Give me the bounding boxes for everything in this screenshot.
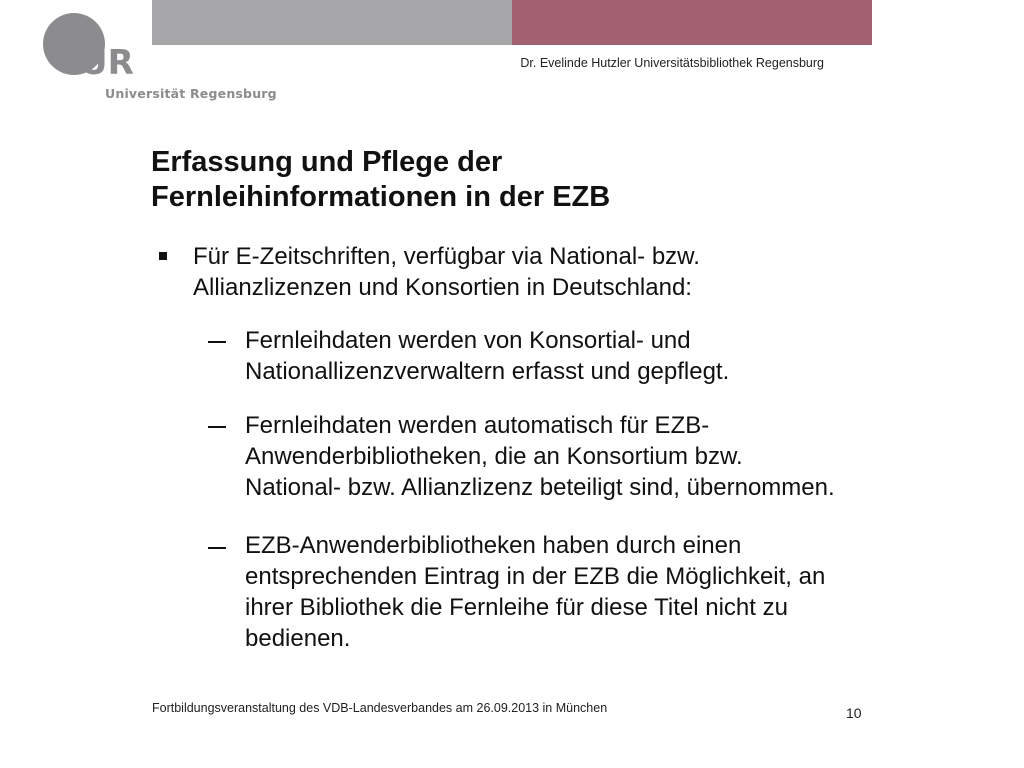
- sub-bullet-line: Fernleihdaten werden automatisch für EZB-: [245, 412, 710, 439]
- sub-bullet-3: [245, 530, 965, 654]
- dash-bullet-icon: [208, 547, 226, 549]
- sub-bullet-2: [245, 410, 965, 503]
- university-logo: [40, 10, 277, 105]
- logo-university-name: Universität Regensburg: [105, 86, 277, 101]
- sub-bullet-line: EZB-Anwenderbibliotheken haben durch einen: [245, 532, 742, 559]
- title-line: Fernleihinformationen in der EZB: [151, 181, 611, 213]
- slide-title: [151, 145, 851, 215]
- sub-bullet-1: [245, 325, 965, 387]
- dash-bullet-icon: [208, 341, 226, 343]
- title-line: Erfassung und Pflege der: [151, 146, 503, 178]
- sub-bullet-line: Nationallizenzverwaltern erfasst und gepflegt.: [245, 358, 730, 385]
- sub-bullet-line: entsprechenden Eintrag in der EZB die Möglichkeit, an: [245, 563, 826, 590]
- author-line: Dr. Evelinde Hutzler Universitätsbibliothek Regensburg: [520, 56, 824, 70]
- ur-logo-icon: [40, 10, 140, 80]
- logo-letters: UR: [80, 43, 134, 80]
- main-bullet-text: [193, 241, 833, 303]
- sub-bullet-line: National- bzw. Allianzlizenz beteiligt sind, übernommen.: [245, 474, 835, 501]
- bullet-line: Für E-Zeitschriften, verfügbar via National- bzw.: [193, 243, 700, 270]
- header-bar-red: [512, 0, 872, 45]
- bullet-line: Allianzlizenzen und Konsortien in Deutschland:: [193, 274, 692, 301]
- square-bullet-icon: [159, 252, 167, 260]
- dash-bullet-icon: [208, 426, 226, 428]
- sub-bullet-line: ihrer Bibliothek die Fernleihe für diese Titel nicht zu: [245, 594, 788, 621]
- page-number: 10: [846, 705, 862, 721]
- sub-bullet-line: Fernleihdaten werden von Konsortial- und: [245, 327, 691, 354]
- sub-bullet-line: Anwenderbibliotheken, die an Konsortium bzw.: [245, 443, 743, 470]
- footer-text: Fortbildungsveranstaltung des VDB-Landesverbandes am 26.09.2013 in München: [152, 701, 608, 715]
- sub-bullet-line: bedienen.: [245, 625, 351, 652]
